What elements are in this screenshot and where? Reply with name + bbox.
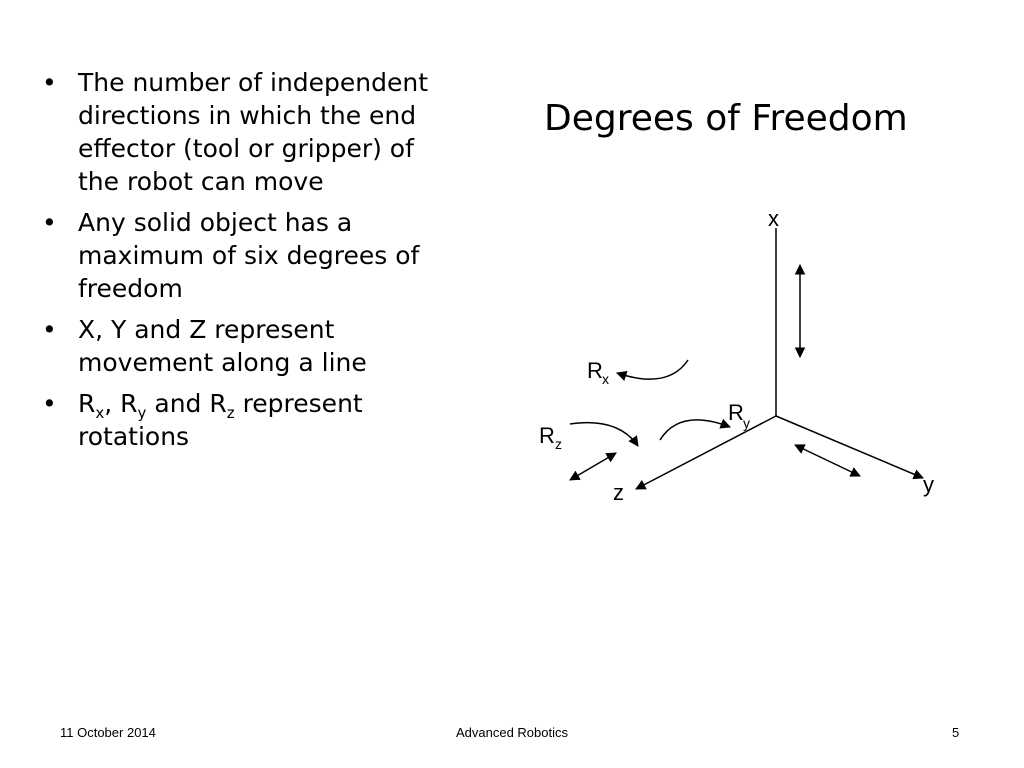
bullet-list [40,66,440,461]
y-translation-arrow [795,445,860,476]
rx-base: R [78,389,96,418]
bullet-dot: • [42,315,57,344]
ry-label-sub: y [743,415,750,431]
comma: , [104,389,121,418]
ry-rotation-arrow [660,420,730,440]
slide-title: Degrees of Freedom [544,98,908,139]
ry-base: R [120,389,138,418]
footer-title: Advanced Robotics [455,725,568,740]
footer-date: 11 October 2014 [60,725,156,740]
rx-label-sub: x [602,371,609,387]
x-axis-label: x [768,206,779,231]
ry-sub: y [137,404,147,422]
rz-label: R [539,423,555,448]
bullet-text-rotations [78,389,363,451]
bullet-dot: • [42,208,57,237]
footer-page-number: 5 [952,725,960,740]
z-axis-line [636,416,776,489]
rz-label-sub: z [555,436,562,452]
z-axis-label: z [613,480,624,505]
rz-sub: z [226,404,235,422]
bullet-text: Any solid object has a maximum of six degrees of freedom [78,208,420,303]
ry-label: R [728,400,744,425]
rx-rotation-arrow [617,360,688,379]
and-text: and [146,389,210,418]
bullet-item [40,387,440,453]
rz-base: R [209,389,227,418]
y-axis-label: y [923,472,934,497]
bullet-item [40,206,440,305]
rx-sub: x [95,404,105,422]
rx-label: R [587,358,603,383]
bullet-item [40,66,440,198]
bullet-dot: • [42,389,57,418]
bullet-text: The number of independent directions in which the end effector (tool or gripper) of the robot can move [78,68,429,196]
rz-rotation-arrow [570,423,638,446]
bullet-text: X, Y and Z represent movement along a line [78,315,367,377]
rotations-text: represent rotations [78,389,363,451]
dof-diagram [520,195,960,515]
bullet-dot: • [42,68,57,97]
z-translation-arrow [570,453,616,480]
bullet-item [40,313,440,379]
